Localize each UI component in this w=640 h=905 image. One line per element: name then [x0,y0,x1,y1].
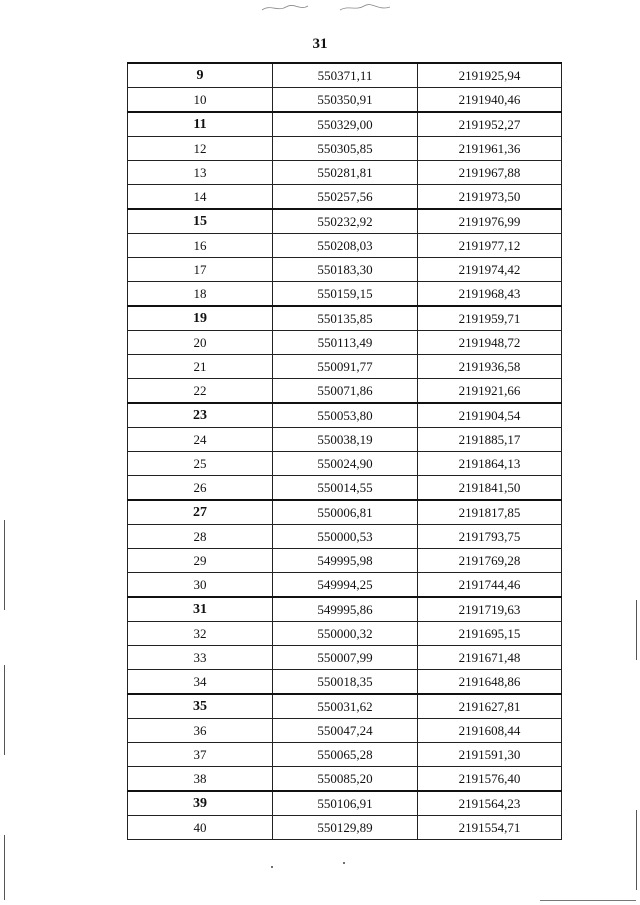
coordinates-table-body [128,63,562,840]
coordinates-table [127,62,562,840]
table-row [128,452,562,476]
y-coordinate-cell: 2191885,17 [418,428,562,452]
point-number-cell: 31 [128,597,273,622]
point-number-cell: 17 [128,258,273,282]
x-coordinate-cell: 550007,99 [273,646,418,670]
x-coordinate-cell: 550071,86 [273,379,418,404]
point-number-cell: 38 [128,767,273,792]
x-coordinate-cell: 550208,03 [273,234,418,258]
point-number-cell: 23 [128,403,273,428]
point-number-cell: 24 [128,428,273,452]
x-coordinate-cell: 550350,91 [273,88,418,113]
y-coordinate-cell: 2191817,85 [418,500,562,525]
table-row [128,282,562,307]
table-row [128,816,562,840]
table-row [128,306,562,331]
x-coordinate-cell: 550014,55 [273,476,418,501]
point-number-cell: 26 [128,476,273,501]
point-number-cell: 40 [128,816,273,840]
x-coordinate-cell: 550053,80 [273,403,418,428]
y-coordinate-cell: 2191977,12 [418,234,562,258]
table-row [128,549,562,573]
point-number-cell: 9 [128,63,273,88]
x-coordinate-cell: 550135,85 [273,306,418,331]
point-number-cell: 33 [128,646,273,670]
right-margin-mark [636,600,637,660]
point-number-cell: 25 [128,452,273,476]
table-row [128,161,562,185]
x-coordinate-cell: 550024,90 [273,452,418,476]
y-coordinate-cell: 2191744,46 [418,573,562,598]
y-coordinate-cell: 2191841,50 [418,476,562,501]
x-coordinate-cell: 549995,86 [273,597,418,622]
table-row [128,767,562,792]
x-coordinate-cell: 550329,00 [273,112,418,137]
table-row [128,476,562,501]
scan-speck [271,866,273,868]
table-row [128,694,562,719]
table-row [128,500,562,525]
x-coordinate-cell: 550091,77 [273,355,418,379]
y-coordinate-cell: 2191952,27 [418,112,562,137]
left-margin-mark [4,835,5,900]
x-coordinate-cell: 550047,24 [273,719,418,743]
x-coordinate-cell: 549994,25 [273,573,418,598]
y-coordinate-cell: 2191719,63 [418,597,562,622]
table-row [128,88,562,113]
page-number: 31 [312,36,328,52]
table-row [128,670,562,695]
table-row [128,355,562,379]
x-coordinate-cell: 550305,85 [273,137,418,161]
table-row [128,791,562,816]
point-number-cell: 36 [128,719,273,743]
left-margin-mark [4,665,5,755]
point-number-cell: 27 [128,500,273,525]
table-row [128,137,562,161]
x-coordinate-cell: 550371,11 [273,63,418,88]
y-coordinate-cell: 2191940,46 [418,88,562,113]
table-row [128,719,562,743]
table-row [128,209,562,234]
point-number-cell: 28 [128,525,273,549]
point-number-cell: 15 [128,209,273,234]
x-coordinate-cell: 550006,81 [273,500,418,525]
y-coordinate-cell: 2191959,71 [418,306,562,331]
x-coordinate-cell: 550159,15 [273,282,418,307]
table-row [128,525,562,549]
y-coordinate-cell: 2191948,72 [418,331,562,355]
y-coordinate-cell: 2191576,40 [418,767,562,792]
point-number-cell: 11 [128,112,273,137]
y-coordinate-cell: 2191973,50 [418,185,562,210]
x-coordinate-cell: 550183,30 [273,258,418,282]
point-number-cell: 34 [128,670,273,695]
point-number-cell: 19 [128,306,273,331]
x-coordinate-cell: 550038,19 [273,428,418,452]
y-coordinate-cell: 2191967,88 [418,161,562,185]
header-scan-scribble [260,2,400,14]
right-margin-mark [636,810,637,890]
y-coordinate-cell: 2191976,99 [418,209,562,234]
point-number-cell: 29 [128,549,273,573]
y-coordinate-cell: 2191608,44 [418,719,562,743]
table-row [128,112,562,137]
table-row [128,63,562,88]
y-coordinate-cell: 2191974,42 [418,258,562,282]
point-number-cell: 14 [128,185,273,210]
x-coordinate-cell: 550018,35 [273,670,418,695]
scan-speck [343,862,345,864]
table-row [128,234,562,258]
x-coordinate-cell: 550031,62 [273,694,418,719]
y-coordinate-cell: 2191864,13 [418,452,562,476]
table-row [128,573,562,598]
x-coordinate-cell: 550232,92 [273,209,418,234]
table-row [128,597,562,622]
table-row [128,743,562,767]
point-number-cell: 32 [128,622,273,646]
table-row [128,403,562,428]
y-coordinate-cell: 2191591,30 [418,743,562,767]
y-coordinate-cell: 2191695,15 [418,622,562,646]
y-coordinate-cell: 2191564,23 [418,791,562,816]
point-number-cell: 16 [128,234,273,258]
point-number-cell: 37 [128,743,273,767]
y-coordinate-cell: 2191769,28 [418,549,562,573]
table-row [128,185,562,210]
x-coordinate-cell: 550000,53 [273,525,418,549]
point-number-cell: 12 [128,137,273,161]
point-number-cell: 30 [128,573,273,598]
y-coordinate-cell: 2191793,75 [418,525,562,549]
x-coordinate-cell: 550106,91 [273,791,418,816]
point-number-cell: 35 [128,694,273,719]
table-row [128,622,562,646]
point-number-cell: 20 [128,331,273,355]
x-coordinate-cell: 550113,49 [273,331,418,355]
point-number-cell: 18 [128,282,273,307]
x-coordinate-cell: 550129,89 [273,816,418,840]
y-coordinate-cell: 2191936,58 [418,355,562,379]
table-row [128,379,562,404]
y-coordinate-cell: 2191921,66 [418,379,562,404]
table-row [128,331,562,355]
point-number-cell: 13 [128,161,273,185]
point-number-cell: 39 [128,791,273,816]
y-coordinate-cell: 2191961,36 [418,137,562,161]
y-coordinate-cell: 2191904,54 [418,403,562,428]
left-margin-mark [4,520,5,610]
y-coordinate-cell: 2191671,48 [418,646,562,670]
x-coordinate-cell: 550257,56 [273,185,418,210]
y-coordinate-cell: 2191648,86 [418,670,562,695]
bottom-scan-line [540,900,636,901]
point-number-cell: 22 [128,379,273,404]
point-number-cell: 10 [128,88,273,113]
x-coordinate-cell: 550000,32 [273,622,418,646]
y-coordinate-cell: 2191554,71 [418,816,562,840]
table-row [128,258,562,282]
x-coordinate-cell: 550281,81 [273,161,418,185]
table-row [128,428,562,452]
y-coordinate-cell: 2191627,81 [418,694,562,719]
table-row [128,646,562,670]
x-coordinate-cell: 550065,28 [273,743,418,767]
y-coordinate-cell: 2191968,43 [418,282,562,307]
x-coordinate-cell: 550085,20 [273,767,418,792]
y-coordinate-cell: 2191925,94 [418,63,562,88]
x-coordinate-cell: 549995,98 [273,549,418,573]
point-number-cell: 21 [128,355,273,379]
